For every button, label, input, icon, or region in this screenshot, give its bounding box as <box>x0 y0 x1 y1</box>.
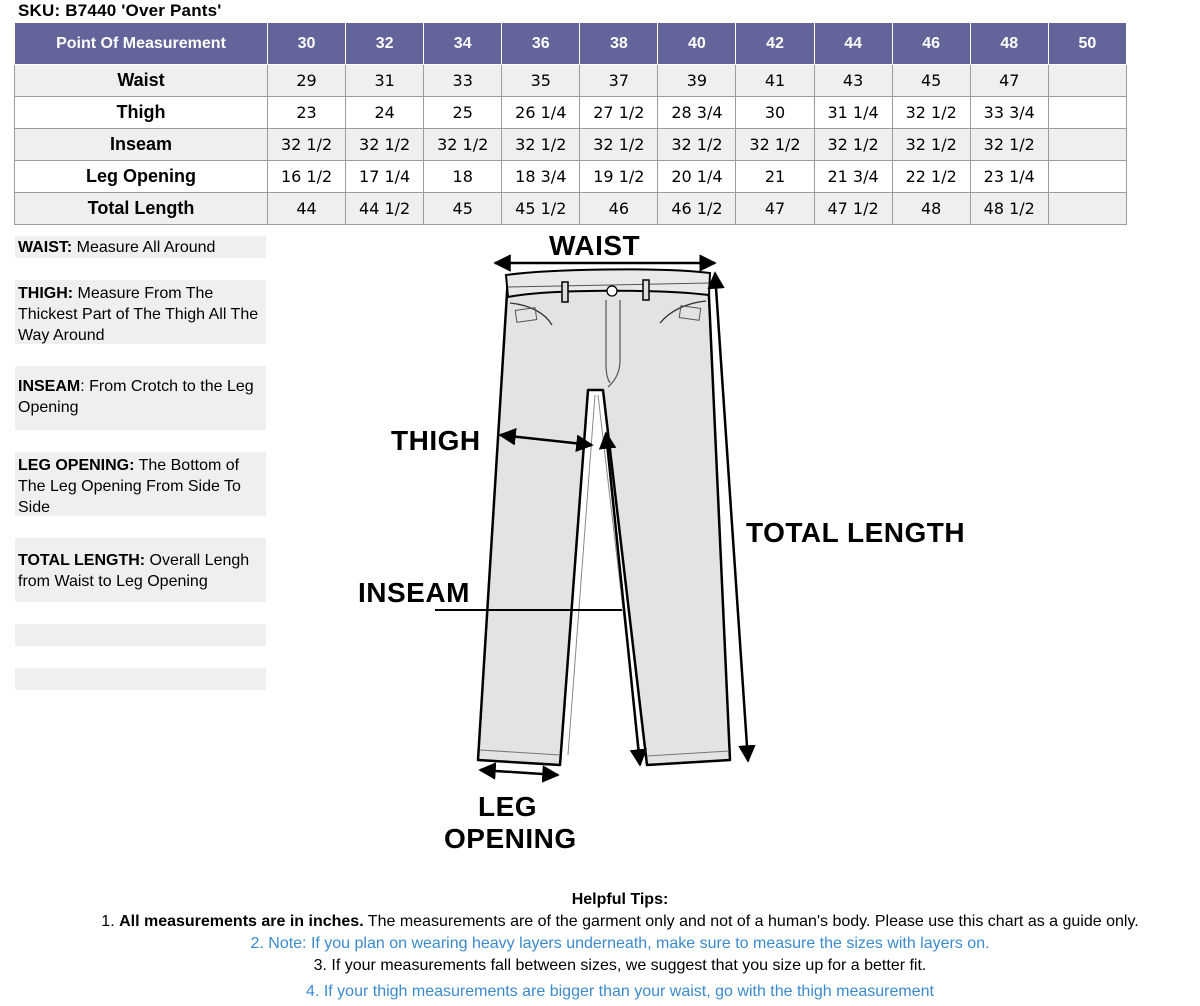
column-header-size: 48 <box>970 23 1048 65</box>
tips-title: Helpful Tips: <box>571 891 669 908</box>
table-cell: 39 <box>658 65 736 97</box>
table-cell: 20 1/4 <box>658 161 736 193</box>
definition-waist: WAIST: Measure All Around <box>15 236 266 258</box>
table-cell: 33 3/4 <box>970 97 1048 129</box>
table-cell: 45 1/2 <box>502 193 580 225</box>
table-cell: 28 3/4 <box>658 97 736 129</box>
tip-2: 2. Note: If you plan on wearing heavy layers underneath, make sure to measure the sizes with layers on. <box>250 935 990 952</box>
table-cell: 26 1/4 <box>502 97 580 129</box>
table-cell: 23 1/4 <box>970 161 1048 193</box>
table-cell: 37 <box>580 65 658 97</box>
table-cell: 43 <box>814 65 892 97</box>
table-cell: 46 <box>580 193 658 225</box>
sku-title: SKU: B7440 'Over Pants' <box>18 1 222 20</box>
table-cell: 23 <box>268 97 346 129</box>
table-cell: 45 <box>892 65 970 97</box>
measurement-definitions <box>15 236 266 690</box>
table-cell: 32 1/2 <box>892 129 970 161</box>
table-cell: 32 1/2 <box>580 129 658 161</box>
tip-4: 4. If your thigh measurements are bigger than your waist, go with the thigh measurement <box>306 983 934 1000</box>
column-header-size: 50 <box>1048 23 1126 65</box>
table-cell: 32 1/2 <box>892 97 970 129</box>
table-cell: 22 1/2 <box>892 161 970 193</box>
table-cell: 44 <box>268 193 346 225</box>
size-chart-table <box>14 22 1127 225</box>
table-cell: 27 1/2 <box>580 97 658 129</box>
pants-illustration <box>340 225 800 785</box>
table-cell: 17 1/4 <box>346 161 424 193</box>
diagram-label-waist: WAIST <box>549 230 641 261</box>
column-header-size: 44 <box>814 23 892 65</box>
table-cell: 21 3/4 <box>814 161 892 193</box>
definition-leg-opening: LEG OPENING: The Bottom of The Leg Opening From Side To Side <box>15 452 266 516</box>
row-label: Leg Opening <box>15 161 268 193</box>
table-cell: 16 1/2 <box>268 161 346 193</box>
definition-thigh: THIGH: Measure From The Thickest Part of The Thigh All The Way Around <box>15 280 266 344</box>
table-cell: 25 <box>424 97 502 129</box>
definition-empty <box>15 624 266 646</box>
row-label: Total Length <box>15 193 268 225</box>
diagram-label-total-length: TOTAL LENGTH <box>746 517 966 548</box>
table-cell: 33 <box>424 65 502 97</box>
definition-empty <box>15 668 266 690</box>
table-cell: 32 1/2 <box>424 129 502 161</box>
table-cell: 46 1/2 <box>658 193 736 225</box>
table-cell: 24 <box>346 97 424 129</box>
table-cell: 31 <box>346 65 424 97</box>
table-row <box>15 161 1127 193</box>
definition-inseam: INSEAM: From Crotch to the Leg Opening <box>15 366 266 430</box>
table-cell: 45 <box>424 193 502 225</box>
table-row <box>15 193 1127 225</box>
table-cell: 29 <box>268 65 346 97</box>
table-cell: 32 1/2 <box>346 129 424 161</box>
column-header-size: 40 <box>658 23 736 65</box>
helpful-tips <box>0 889 1200 1003</box>
table-cell: 18 <box>424 161 502 193</box>
table-cell <box>1048 97 1126 129</box>
table-row <box>15 97 1127 129</box>
diagram-label-opening: OPENING <box>444 823 577 854</box>
column-header-point-of-measurement: Point Of Measurement <box>15 23 268 65</box>
table-cell: 32 1/2 <box>502 129 580 161</box>
column-header-size: 42 <box>736 23 814 65</box>
diagram-label-thigh: THIGH <box>391 425 481 456</box>
row-label: Inseam <box>15 129 268 161</box>
table-cell: 32 1/2 <box>268 129 346 161</box>
table-cell <box>1048 161 1126 193</box>
column-header-size: 38 <box>580 23 658 65</box>
definition-total-length: TOTAL LENGTH: Overall Lengh from Waist to Leg Opening <box>15 538 266 602</box>
table-cell: 41 <box>736 65 814 97</box>
pants-diagram <box>340 225 966 854</box>
table-cell: 47 <box>736 193 814 225</box>
table-cell: 44 1/2 <box>346 193 424 225</box>
table-row <box>15 129 1127 161</box>
table-cell: 32 1/2 <box>970 129 1048 161</box>
table-cell: 48 1/2 <box>970 193 1048 225</box>
table-cell: 32 1/2 <box>814 129 892 161</box>
table-cell: 32 1/2 <box>736 129 814 161</box>
column-header-size: 32 <box>346 23 424 65</box>
tip-1: 1. All measurements are in inches. The measurements are of the garment only and not of a human's body. Please use this chart as a guide only. <box>101 913 1139 930</box>
table-cell: 21 <box>736 161 814 193</box>
table-cell: 18 3/4 <box>502 161 580 193</box>
row-label: Thigh <box>15 97 268 129</box>
table-cell <box>1048 65 1126 97</box>
row-label: Waist <box>15 65 268 97</box>
table-cell: 47 <box>970 65 1048 97</box>
table-cell <box>1048 193 1126 225</box>
table-cell <box>1048 129 1126 161</box>
table-cell: 31 1/4 <box>814 97 892 129</box>
table-cell: 19 1/2 <box>580 161 658 193</box>
table-cell: 48 <box>892 193 970 225</box>
column-header-size: 36 <box>502 23 580 65</box>
column-header-size: 46 <box>892 23 970 65</box>
column-header-size: 30 <box>268 23 346 65</box>
diagram-label-inseam: INSEAM <box>358 577 470 608</box>
table-cell: 30 <box>736 97 814 129</box>
table-row <box>15 65 1127 97</box>
column-header-size: 34 <box>424 23 502 65</box>
table-cell: 35 <box>502 65 580 97</box>
tip-3: 3. If your measurements fall between sizes, we suggest that you size up for a better fit. <box>313 957 927 974</box>
diagram-label-leg: LEG <box>478 791 538 822</box>
table-cell: 32 1/2 <box>658 129 736 161</box>
table-header-row <box>15 23 1127 65</box>
table-cell: 47 1/2 <box>814 193 892 225</box>
